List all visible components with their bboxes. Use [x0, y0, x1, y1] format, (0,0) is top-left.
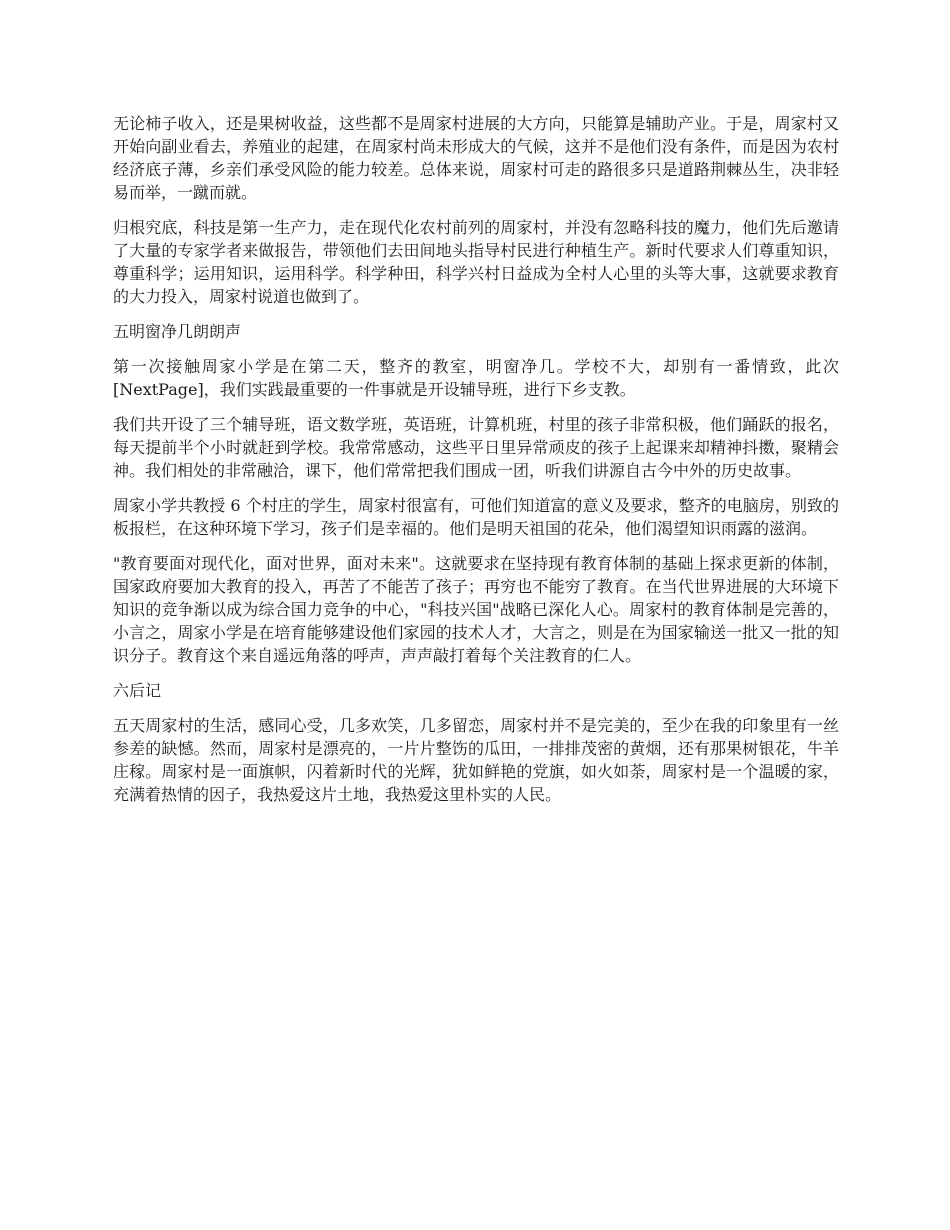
- paragraph-afterword: 五天周家村的生活，感同心受，几多欢笑，几多留恋，周家村并不是完美的，至少在我的印象里有一丝参差的缺憾。然而，周家村是漂亮的，一片片整饬的瓜田，一排排茂密的黄烟，还有那果树银花，牛羊庄稼。周家村是一面旗帜，闪着新时代的光辉，犹如鲜艳的党旗，如火如荼，周家村是一个温暖的家，充满着热情的因子，我热爱这片土地，我热爱这里朴实的人民。: [113, 716, 839, 804]
- section-heading-five: 五明窗净几朗朗声: [113, 322, 242, 341]
- paragraph-tutoring-classes: 我们共开设了三个辅导班，语文数学班，英语班，计算机班，村里的孩子非常积极，他们踊跃的报名，每天提前半个小时就赶到学校。我常常感动，这些平日里异常顽皮的孩子上起课来却精神抖擞，聚精会神。我们相处的非常融洽，课下，他们常常把我们围成一团，听我们讲源自古今中外的历史故事。: [113, 415, 839, 480]
- paragraph-school-first-visit: 第一次接触周家小学是在第二天，整齐的教室，明窗净几。学校不大，却别有一番情致，此次[NextPage]，我们实践最重要的一件事就是开设辅导班，进行下乡支教。: [113, 357, 839, 399]
- section-heading-six: 六后记: [113, 681, 162, 700]
- paragraph-school-students: 周家小学共教授 6 个村庄的学生，周家村很富有，可他们知道富的意义及要求，整齐的电脑房，别致的板报栏，在这种环境下学习，孩子们是幸福的。他们是明天祖国的花朵，他们渴望知识雨露的滋润。: [113, 496, 839, 538]
- paragraph-education-modernization: "教育要面对现代化，面对世界，面对未来"。这就要求在坚持现有教育体制的基础上探求更新的体制，国家政府要加大教育的投入，再苦了不能苦了孩子；再穷也不能穷了教育。在当代世界进展的大环境下知识的竞争渐以成为综合国力竞争的中心，"科技兴国"战略已深化人心。周家村的教育体制是完善的，小言之，周家小学是在培育能够建设他们家园的技术人才，大言之，则是在为国家输送一批又一批的知识分子。教育这个来自遥远角落的呼声，声声敲打着每个关注教育的仁人。: [113, 554, 839, 665]
- paragraph-income: 无论柿子收入，还是果树收益，这些都不是周家村进展的大方向，只能算是辅助产业。于是，周家村又开始向副业看去，养殖业的起建，在周家村尚未形成大的气候，这并不是他们没有条件，而是因为农村经济底子薄，乡亲们承受风险的能力较差。总体来说，周家村可走的路很多只是道路荆棘丛生，决非轻易而举，一蹴而就。: [113, 114, 839, 202]
- paragraph-technology: 归根究底，科技是第一生产力，走在现代化农村前列的周家村，并没有忽略科技的魔力，他们先后邀请了大量的专家学者来做报告，带领他们去田间地头指导村民进行种植生产。新时代要求人们尊重知识，尊重科学；运用知识，运用科学。科学种田，科学兴村日益成为全村人心里的头等大事，这就要求教育的大力投入，周家村说道也做到了。: [113, 218, 839, 306]
- document-body: [113, 112, 839, 818]
